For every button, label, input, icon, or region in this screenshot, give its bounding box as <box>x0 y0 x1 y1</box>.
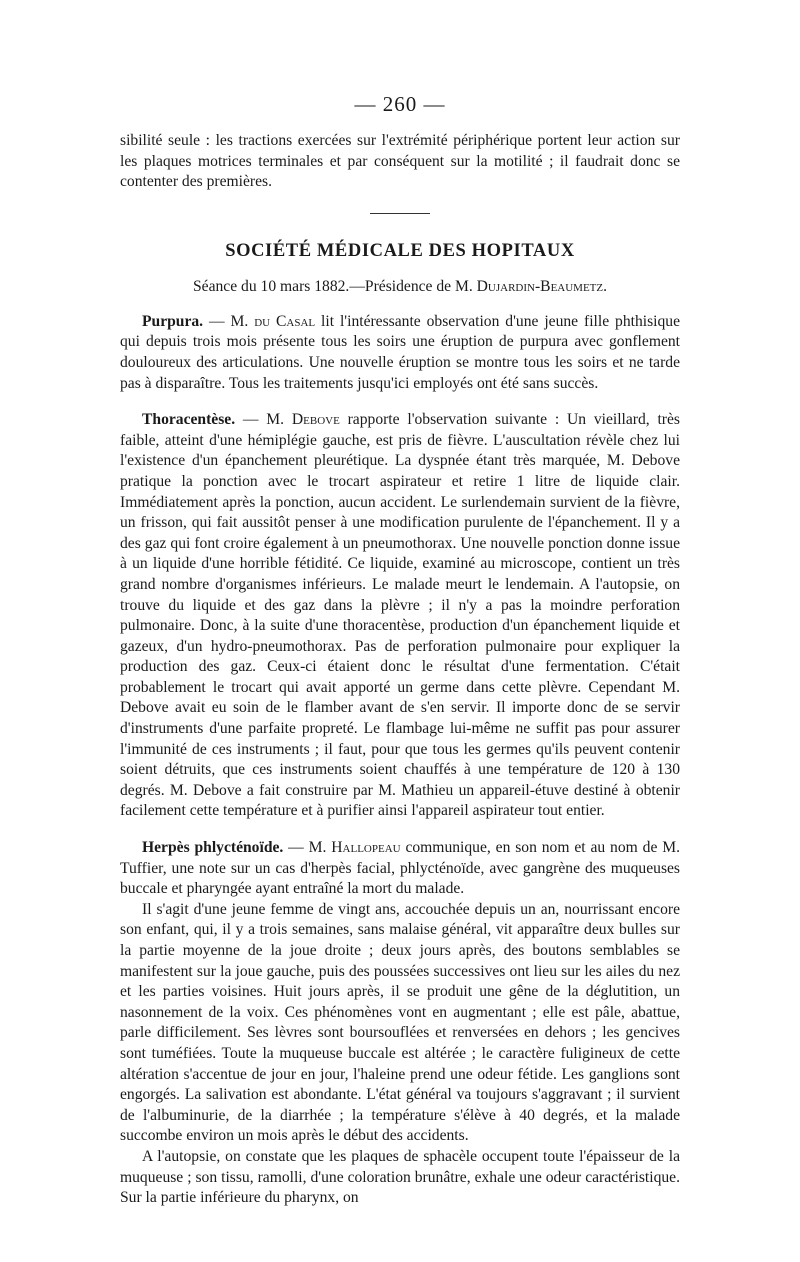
herpes-author: Hallopeau <box>331 839 401 857</box>
thoracentese-heading: Thoracentèse. <box>142 411 236 429</box>
thoracentese-text: rapporte l'observation suivante : Un vieillard, très faible, atteint d'une hémiplégie gauche, est pris de fièvre. L'auscultation révèle chez lui l'existence d'un épanchement pleurétique. La dyspnée étant très marquée, M. Debove pratique la ponction avec le trocart aspirateur et retire 1 litre de liquide clair. Immédiatement après la ponction, aucun accident. Le surlendemain survient de la fièvre, un frisson, qui fait aussitôt penser à une modification purulente de l'épanchement. Il y a des gaz qui font croire également à un pneumothorax. Une nouvelle ponction donne issue à un liquide d'une horrible fétidité. Ce liquide, examiné au microscope, contient un très grand nombre d'organismes inférieurs. Le malade meurt le lendemain. A l'autopsie, on trouve du liquide et des gaz dans la plèvre ; il n'y a pas la moindre perforation pulmonaire. Donc, à la suite d'une thoracentèse, production d'un épanchement liquide et gazeux, d'un hydro-pneumothorax. Pas de perforation pulmonaire pour expliquer la production des gaz. Ceux-ci étaient donc le résultat d'une fermentation. C'était probablement le trocart qui avait apporté un germe dans cette plèvre. Cependant M. Debove avait eu soin de le flamber avant de s'en servir. Il importe donc de se servir d'instruments d'une parfaite propreté. Le flambage lui-même ne suffit pas pour assurer l'immunité de ces instruments ; il faut, pour que tous les germes qu'ils peuvent contenir soient détruits, que ces instruments soient chauffés à une température de 120 à 130 degrés. M. Debove a fait construire par M. Mathieu un appareil-étuve destiné à obtenir facilement cette température et à purifier ainsi l'appareil aspirateur tout entier. <box>120 411 680 820</box>
page-number: — 260 — <box>354 92 446 116</box>
herpes-paragraph <box>120 838 680 900</box>
separator-rule <box>370 213 430 214</box>
session-president: Dujardin-Beaumetz. <box>476 277 608 295</box>
herpes-text: communique, en son nom et au nom de M. Tuffier, une note sur un cas d'herpès facial, phlycténoïde, avec gangrène des muqueuses buccale et pharyngée ayant entraîné la mort du malade. <box>120 839 680 898</box>
thoracentese-author: Debove <box>291 411 340 429</box>
intro-paragraph: sibilité seule : les tractions exercées sur l'extrémité périphérique portent leur action sur les plaques motrices terminales et par conséquent sur la motilité ; il faudrait donc se contenter des premières. <box>120 132 680 191</box>
purpura-text: lit l'intéressante observation d'une jeune fille phthisique qui depuis trois mois présente tous les soirs une éruption de purpura avec gonflement douloureux des articulations. Une nouvelle éruption se montre tous les soirs et ne tarde pas à disparaître. Tous les traitements jusqu'ici employés ont été sans succès. <box>120 312 681 392</box>
section-title: SOCIÉTÉ MÉDICALE DES HOPITAUX <box>225 240 575 261</box>
herpes-case-paragraph: Il s'agit d'une jeune femme de vingt ans, accouchée depuis un an, nourrissant encore son enfant, qui, il y a trois semaines, sans malaise général, vit apparaître deux bulles sur la partie moyenne de la joue droite ; deux jours après, des boutons semblables se manifestent sur la joue gauche, puis des poussées successives ont lieu sur les ailes du nez et les parties voisines. Huit jours après, il se produit une gêne de la déglutition, un nasonnement de la voix. Ces phénomènes vont en augmentant ; elle est pâle, abattue, parle difficilement. Ses lèvres sont boursouflées et renversées en dehors ; les gencives sont tuméfiées. Toute la muqueuse buccale est altérée ; le caractère fuligineux de cette altération s'accentue de jour en jour, l'haleine prend une odeur fétide. Les ganglions sont engorgés. La salivation est abondante. L'état général va toujours s'aggravant ; il survient de l'albuminurie, de la diarrhée ; la température s'élève à 40 degrés, et la malade succombe environ un mois après le début des accidents. <box>120 900 680 1145</box>
book-page <box>120 92 680 1209</box>
herpes-dash: — M. <box>283 839 332 857</box>
thoracentese-dash: — M. <box>235 411 292 429</box>
purpura-paragraph <box>120 312 680 394</box>
purpura-author: du Casal <box>254 312 316 330</box>
thoracentese-paragraph <box>120 410 680 822</box>
purpura-heading: Purpura. <box>142 312 204 330</box>
session-line <box>120 278 680 296</box>
herpes-heading: Herpès phlycténoïde. <box>142 839 284 857</box>
session-prefix: Séance du 10 mars 1882.—Présidence de M. <box>192 277 473 295</box>
herpes-autopsy-paragraph: A l'autopsie, on constate que les plaques de sphacèle occupent toute l'épaisseur de la muqueuse ; son tissu, ramolli, d'une coloration brunâtre, exhale une odeur caractéristique. Sur la partie inférieure du pharynx, on <box>120 1147 680 1207</box>
purpura-dash: — M. <box>203 312 255 330</box>
